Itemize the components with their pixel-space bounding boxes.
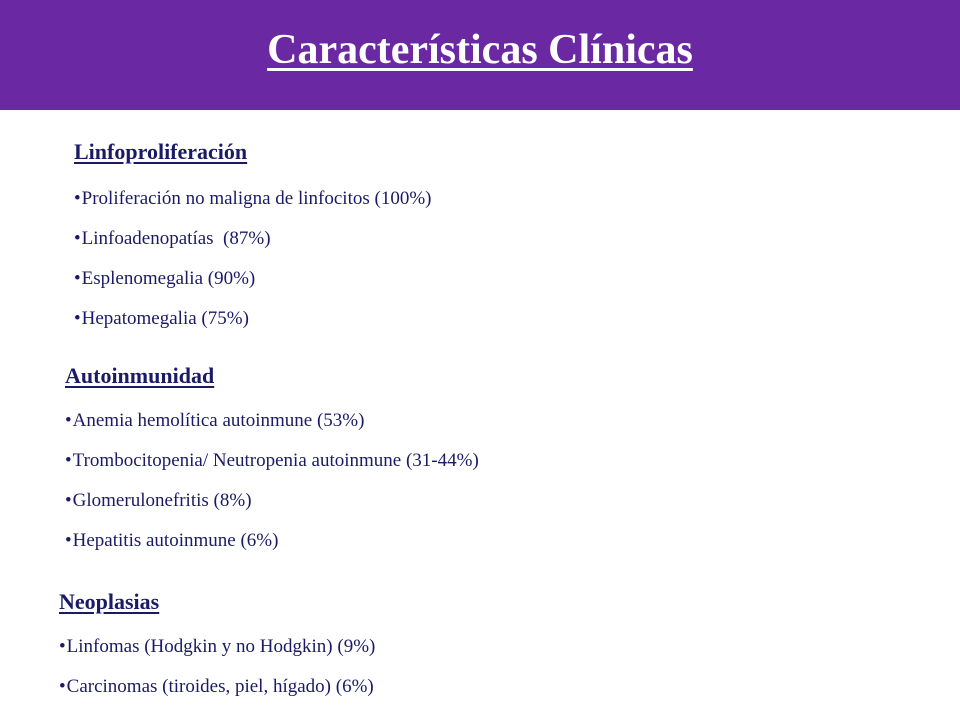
list-item-text: Hepatomegalia (75%) xyxy=(81,308,249,329)
list-item-text: Hepatitis autoinmune (6%) xyxy=(72,530,279,551)
list-item xyxy=(74,219,431,259)
section-linfoproliferacion xyxy=(74,138,431,339)
bullet-list xyxy=(59,627,375,707)
list-item xyxy=(65,521,479,561)
list-item-text: Linfoadenopatías (87%) xyxy=(81,228,271,249)
list-item xyxy=(74,299,431,339)
bullet-icon: • xyxy=(59,636,66,657)
bullet-icon: • xyxy=(74,268,81,289)
list-item xyxy=(59,667,375,707)
bullet-icon: • xyxy=(74,228,81,249)
list-item xyxy=(74,259,431,299)
bullet-icon: • xyxy=(65,450,72,471)
bullet-icon: • xyxy=(65,410,72,431)
bullet-list xyxy=(65,401,479,561)
bullet-icon: • xyxy=(65,530,72,551)
list-item-text: Proliferación no maligna de linfocitos (100%) xyxy=(81,188,432,209)
section-neoplasias xyxy=(59,588,375,707)
section-heading: Linfoproliferación xyxy=(74,139,248,164)
list-item xyxy=(74,179,431,219)
list-item-text: Glomerulonefritis (8%) xyxy=(72,490,252,511)
bullet-icon: • xyxy=(74,308,81,329)
slide-title: Características Clínicas xyxy=(267,27,693,73)
list-item xyxy=(65,401,479,441)
bullet-icon: • xyxy=(59,676,66,697)
section-heading: Neoplasias xyxy=(59,589,160,614)
section-heading: Autoinmunidad xyxy=(65,363,215,388)
list-item-text: Linfomas (Hodgkin y no Hodgkin) (9%) xyxy=(66,636,376,657)
section-autoinmunidad xyxy=(65,362,479,561)
list-item-text: Esplenomegalia (90%) xyxy=(81,268,256,289)
list-item-text: Trombocitopenia/ Neutropenia autoinmune (31-44%) xyxy=(72,450,479,471)
list-item-text: Anemia hemolítica autoinmune (53%) xyxy=(72,410,365,431)
bullet-list xyxy=(74,179,431,339)
list-item xyxy=(59,627,375,667)
bullet-icon: • xyxy=(65,490,72,511)
list-item xyxy=(65,441,479,481)
bullet-icon: • xyxy=(74,188,81,209)
list-item xyxy=(65,481,479,521)
list-item-text: Carcinomas (tiroides, piel, hígado) (6%) xyxy=(66,676,374,697)
